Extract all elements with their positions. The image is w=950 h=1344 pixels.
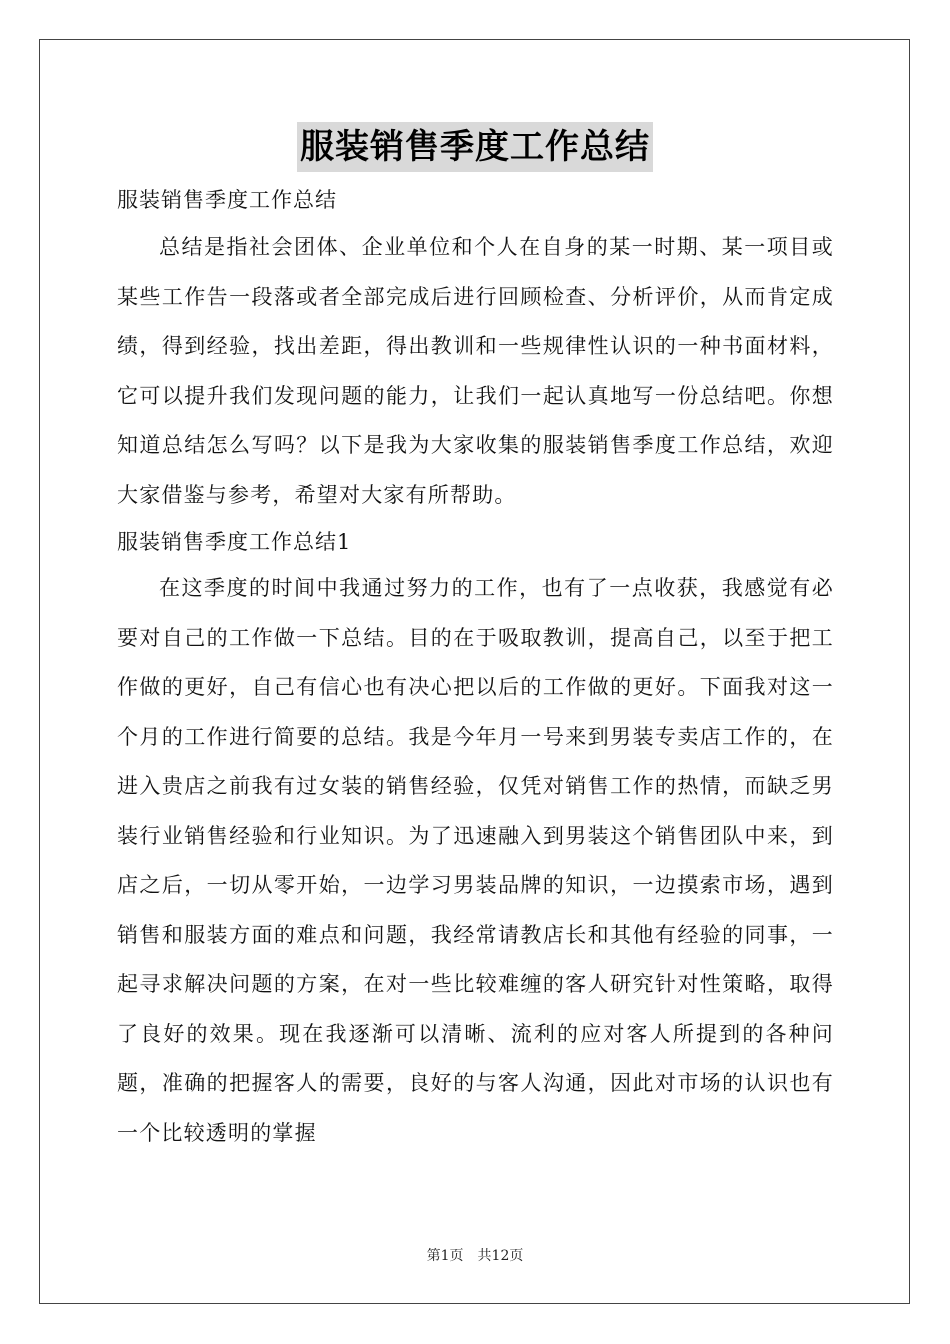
document-title: 服装销售季度工作总结 [297, 122, 653, 172]
subtitle-line: 服装销售季度工作总结 [117, 188, 337, 212]
page-footer [0, 1245, 950, 1265]
title-area [0, 122, 950, 172]
page-total: 共12页 [477, 1248, 524, 1264]
section-paragraph: 在这季度的时间中我通过努力的工作，也有了一点收获，我感觉有必要对自己的工作做一下总结。目的在于吸取教训，提高自己，以至于把工作做的更好，自己有信心也有决心把以后的工作做的更好。下面我对这一个月的工作进行简要的总结。我是今年月一号来到男装专卖店工作的，在进入贵店之前我有过女装的销售经验，仅凭对销售工作的热情，而缺乏男装行业销售经验和行业知识。为了迅速融入到男装这个销售团队中来，到店之后，一切从零开始，一边学习男装品牌的知识，一边摸索市场，遇到销售和服装方面的难点和问题，我经常请教店长和其他有经验的同事，一起寻求解决问题的方案，在对一些比较难缠的客人研究针对性策略，取得了良好的效果。现在我逐渐可以清晰、流利的应对客人所提到的各种问题，准确的把握客人的需要，良好的与客人沟通，因此对市场的认识也有一个比较透明的掌握 [117, 576, 834, 1145]
document-body [117, 178, 834, 1158]
intro-paragraph: 总结是指社会团体、企业单位和个人在自身的某一时期、某一项目或某些工作告一段落或者全部完成后进行回顾检查、分析评价，从而肯定成绩，得到经验，找出差距，得出教训和一些规律性认识的一种书面材料，它可以提升我们发现问题的能力，让我们一起认真地写一份总结吧。你想知道总结怎么写吗？以下是我为大家收集的服装销售季度工作总结，欢迎大家借鉴与参考，希望对大家有所帮助。 [117, 235, 834, 507]
section-heading: 服装销售季度工作总结1 [117, 530, 352, 554]
page-number: 第1页 [426, 1248, 464, 1264]
